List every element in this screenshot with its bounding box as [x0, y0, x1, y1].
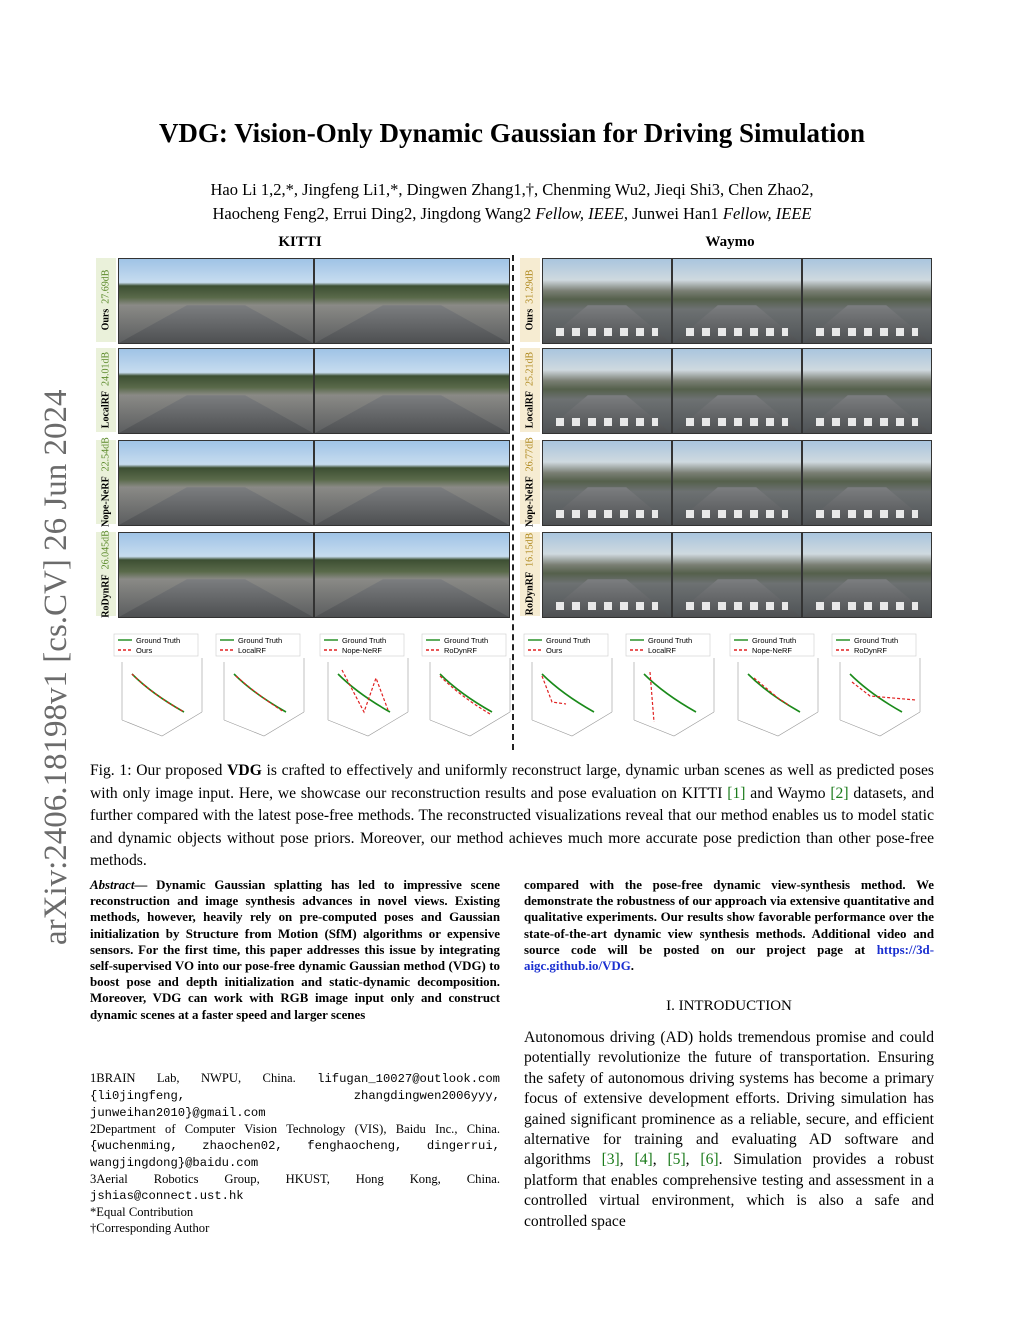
- road-shape: [673, 579, 801, 617]
- footnote-3-mail: jshias@connect.ust.hk: [90, 1189, 244, 1203]
- legend-label: Ground Truth: [854, 636, 899, 645]
- ground-truth-trajectory: [338, 674, 390, 712]
- psnr-value: 26.045dB: [100, 530, 112, 570]
- kitti-render-image: [314, 440, 510, 526]
- kitti-row-label-0: [96, 258, 116, 342]
- waymo-render-image: [542, 532, 672, 618]
- road-shape: [119, 395, 313, 433]
- predicted-trajectory: [754, 678, 790, 706]
- waymo-row-label-0: [520, 258, 540, 342]
- trajectory-plot: [420, 632, 518, 744]
- kitti-row-label-1: [96, 348, 116, 432]
- trajectory-plot: [318, 632, 416, 744]
- intro-paragraph: Autonomous driving (AD) holds tremendous promise and could potentially revolutionize the future of transportation. Ensuring the safety of autonomous driving systems has become a primary focus of extensive development efforts. Driving simulation has gained significant prominence as a reliable, secure, and efficient alternative for training and evaluating AD software and algorithms [3], [4], [5], [6]. Simulation provides a robust platform that enables comprehensive testing and assessment in a controlled virtual environment, which is also a safe and controlled space: [524, 1029, 935, 1230]
- legend-label: RoDynRF: [854, 646, 887, 655]
- method-name: RoDynRF: [524, 571, 536, 616]
- road-shape: [315, 395, 509, 433]
- trajectory-plot: [522, 632, 620, 744]
- kitti-heading: KITTI: [278, 234, 322, 250]
- footnote-3-text: 3Aerial Robotics Group, HKUST, Hong Kong, China.: [90, 1172, 500, 1186]
- waymo-render-image: [802, 440, 932, 526]
- footnote-1: [90, 1070, 500, 1121]
- ground-truth-trajectory: [234, 674, 286, 712]
- ground-truth-trajectory: [850, 674, 902, 712]
- crosswalk-shape: [816, 510, 918, 518]
- waymo-render-image: [672, 258, 802, 344]
- abstract-label: Abstract: [90, 878, 135, 892]
- trajectory-plot: [830, 632, 928, 744]
- trajectory-plot: [728, 632, 826, 744]
- legend-label: Ours: [546, 646, 563, 655]
- cite-5[interactable]: [5]: [667, 1151, 686, 1169]
- kitti-render-image: [314, 348, 510, 434]
- caption-prefix: Fig. 1: Our proposed: [90, 762, 228, 779]
- caption-text-c: datasets, and further compared with the latest pose-free methods. The reconstructed visualizations reveal that our method enables us to model static and dynamic objects without pose priors. Moreover, our method achieves much more accurate pose prediction than other pose-free methods.: [90, 784, 934, 869]
- footnote-5: †Corresponding Author: [90, 1221, 210, 1235]
- psnr-value: 16.15dB: [524, 532, 536, 567]
- figure-caption: [90, 760, 934, 873]
- project-link[interactable]: https://3d-aigc.github.io/VDG: [524, 942, 934, 974]
- abstract-left: [90, 877, 500, 1023]
- method-name: Nope-NeRF: [524, 476, 536, 527]
- kitti-render-image: [118, 532, 314, 618]
- cite-1[interactable]: [1]: [727, 784, 746, 802]
- crosswalk-shape: [686, 510, 788, 518]
- psnr-value: 27.69dB: [100, 269, 112, 304]
- plot-axes: [430, 658, 510, 736]
- method-name: Nope-NeRF: [100, 476, 112, 527]
- caption-text-a: is crafted to effectively and uniformly reconstruct large, dynamic urban scenes as well as predicted poses with only image input. Here, we showcase our reconstruction results and pose evaluation on KITTI: [90, 762, 935, 802]
- crosswalk-shape: [816, 602, 918, 610]
- footnote-2-text: 2Department of Computer Vision Technology (VIS), Baidu Inc., China.: [90, 1122, 500, 1136]
- kitti-row-label-2: [96, 437, 116, 527]
- ground-truth-trajectory: [440, 674, 492, 712]
- road-shape: [543, 395, 671, 433]
- predicted-trajectory: [236, 676, 284, 712]
- crosswalk-shape: [686, 418, 788, 426]
- footnote-1-text: 1BRAIN Lab, NWPU, China.: [90, 1071, 296, 1085]
- legend-label: LocalRF: [648, 646, 676, 655]
- road-shape: [543, 305, 671, 343]
- legend-label: Ground Truth: [752, 636, 797, 645]
- waymo-render-image: [542, 258, 672, 344]
- method-name: LocalRF: [100, 390, 112, 429]
- intro-text-b: . Simulation provides a robust platform that enables comprehensive testing and assessment in a controlled virtual environment, which is also a safe and controlled space: [524, 1151, 935, 1230]
- crosswalk-shape: [686, 328, 788, 336]
- kitti-render-image: [314, 258, 510, 344]
- legend-label: Ground Truth: [444, 636, 489, 645]
- waymo-render-image: [542, 440, 672, 526]
- footnote-1-mail: lifugan_10027@outlook.com {li0jingfeng, zhangdingwen2006yyy, junweihan2010}@gmail.com: [90, 1072, 500, 1120]
- kitti-render-image: [314, 532, 510, 618]
- footnote-4: *Equal Contribution: [90, 1205, 194, 1219]
- legend-label: Ground Truth: [238, 636, 283, 645]
- intro-heading: I. INTRODUCTION: [666, 998, 792, 1014]
- caption-bold: VDG: [227, 762, 262, 779]
- road-shape: [803, 579, 931, 617]
- crosswalk-shape: [556, 328, 658, 336]
- plot-axes: [532, 658, 612, 736]
- cite-6[interactable]: [6]: [700, 1151, 719, 1169]
- plot-axes: [634, 658, 714, 736]
- method-name: Ours: [100, 308, 112, 331]
- psnr-value: 22.54dB: [100, 437, 112, 472]
- footnote-2-mail: {wuchenming, zhaochen02, fenghaocheng, dingerrui, wangjingdong}@baidu.com: [90, 1139, 500, 1170]
- waymo-render-image: [672, 440, 802, 526]
- authors-line-2: [60, 202, 964, 226]
- ground-truth-trajectory: [132, 674, 184, 712]
- road-shape: [803, 305, 931, 343]
- legend-label: Ground Truth: [546, 636, 591, 645]
- fellow-label-1: Fellow, IEEE: [535, 204, 624, 223]
- plot-axes: [328, 658, 408, 736]
- plot-axes: [122, 658, 202, 736]
- trajectory-plot: [624, 632, 722, 744]
- method-name: Ours: [524, 308, 536, 331]
- road-shape: [543, 579, 671, 617]
- waymo-row-label-1: [520, 348, 540, 432]
- cite-2[interactable]: [2]: [830, 784, 849, 802]
- road-shape: [543, 487, 671, 525]
- waymo-row-label-2: [520, 437, 540, 527]
- waymo-render-image: [802, 348, 932, 434]
- method-name: LocalRF: [524, 390, 536, 429]
- legend-label: Nope-NeRF: [752, 646, 793, 655]
- waymo-render-image: [802, 532, 932, 618]
- cite-3[interactable]: [3]: [601, 1151, 620, 1169]
- crosswalk-shape: [816, 418, 918, 426]
- crosswalk-shape: [556, 602, 658, 610]
- plot-axes: [738, 658, 818, 736]
- paper-title: VDG: Vision-Only Dynamic Gaussian for Driving Simulation: [158, 118, 866, 148]
- crosswalk-shape: [556, 418, 658, 426]
- waymo-render-image: [672, 348, 802, 434]
- road-shape: [119, 579, 313, 617]
- road-shape: [315, 487, 509, 525]
- abstract-end: .: [630, 959, 634, 974]
- waymo-render-image: [802, 258, 932, 344]
- road-shape: [119, 487, 313, 525]
- waymo-render-image: [672, 532, 802, 618]
- predicted-trajectory: [342, 670, 388, 712]
- legend-label: Ground Truth: [136, 636, 181, 645]
- caption-text-b: and Waymo: [745, 784, 831, 802]
- trajectory-plot: [214, 632, 312, 744]
- authors-names: Haocheng Feng2, Errui Ding2, Jingdong Wang2: [212, 204, 532, 223]
- fellow-label-2: Fellow, IEEE: [722, 204, 812, 223]
- arxiv-stamp-text: arXiv:2406.18198v1 [cs.CV] 26 Jun 2024: [38, 389, 74, 945]
- road-shape: [673, 487, 801, 525]
- abstract-right-text: compared with the pose-free dynamic view-synthesis method. We demonstrate the robustness of our approach via extensive quantitative and qualitative experiments. Our results show favorable performance over the state-of-the-art dynamic view synthesis methods. Additional video and source code will be posted on our project page at: [524, 878, 934, 957]
- psnr-value: 26.77dB: [524, 437, 536, 472]
- crosswalk-shape: [816, 328, 918, 336]
- legend-label: RoDynRF: [444, 646, 477, 655]
- waymo-row-label-3: [520, 532, 540, 616]
- ground-truth-trajectory: [542, 674, 594, 712]
- kitti-render-image: [118, 258, 314, 344]
- road-shape: [119, 305, 313, 343]
- footnotes: [90, 1070, 500, 1236]
- crosswalk-shape: [686, 602, 788, 610]
- authors-names-2: , Junwei Han1: [623, 204, 719, 223]
- legend-label: Ground Truth: [342, 636, 387, 645]
- psnr-value: 31.29dB: [524, 269, 536, 304]
- abstract-left-text: Dynamic Gaussian splatting has led to impressive scene reconstruction and image synthesis advances in novel views. Existing methods, however, heavily rely on pre-computed poses and Gaussian initialization by Structure from Motion (SfM) algorithms or expensive sensors. For the first time, this paper addresses this issue by integrating self-supervised VO into our pose-free dynamic Gaussian method (VDG) to boost pose and depth initialization and static-dynamic decomposition. Moreover, VDG can work with RGB image input only and construct dynamic scenes at a faster speed and larger scenes: [90, 878, 500, 1022]
- psnr-value: 25.21dB: [524, 351, 536, 386]
- legend-label: Nope-NeRF: [342, 646, 383, 655]
- footnote-2: [90, 1121, 500, 1171]
- predicted-trajectory: [650, 672, 654, 722]
- waymo-render-image: [542, 348, 672, 434]
- cite-4[interactable]: [4]: [634, 1151, 653, 1169]
- legend-label: Ours: [136, 646, 153, 655]
- waymo-heading: Waymo: [705, 234, 755, 250]
- road-shape: [803, 395, 931, 433]
- road-shape: [803, 487, 931, 525]
- legend-label: LocalRF: [238, 646, 266, 655]
- road-shape: [673, 395, 801, 433]
- plot-axes: [224, 658, 304, 736]
- abstract-dash: —: [134, 878, 148, 892]
- arxiv-stamp: [14, 340, 74, 960]
- abstract-right: [524, 877, 934, 974]
- method-name: RoDynRF: [100, 574, 112, 618]
- legend-label: Ground Truth: [648, 636, 693, 645]
- road-shape: [673, 305, 801, 343]
- kitti-row-label-3: [96, 532, 116, 616]
- psnr-value: 24.01dB: [100, 351, 112, 386]
- predicted-trajectory: [542, 676, 566, 704]
- intro-text-a: Autonomous driving (AD) holds tremendous promise and could potentially revolutionize the future of transportation. Ensuring the safety of autonomous driving systems has become a primary focus of extensive development efforts. Driving simulation has gained significant prominence as a reliable, secure, and efficient alternative for training and evaluating AD software and algorithms: [524, 1029, 934, 1169]
- footnote-3: [90, 1171, 500, 1204]
- kitti-render-image: [118, 348, 314, 434]
- trajectory-plot: [112, 632, 210, 744]
- authors-line-1: Hao Li 1,2,*, Jingfeng Li1,*, Dingwen Zhang1,†, Chenming Wu2, Jieqi Shi3, Chen Zhao2,: [210, 180, 814, 199]
- crosswalk-shape: [556, 510, 658, 518]
- road-shape: [315, 305, 509, 343]
- predicted-trajectory: [132, 674, 184, 712]
- road-shape: [315, 579, 509, 617]
- kitti-render-image: [118, 440, 314, 526]
